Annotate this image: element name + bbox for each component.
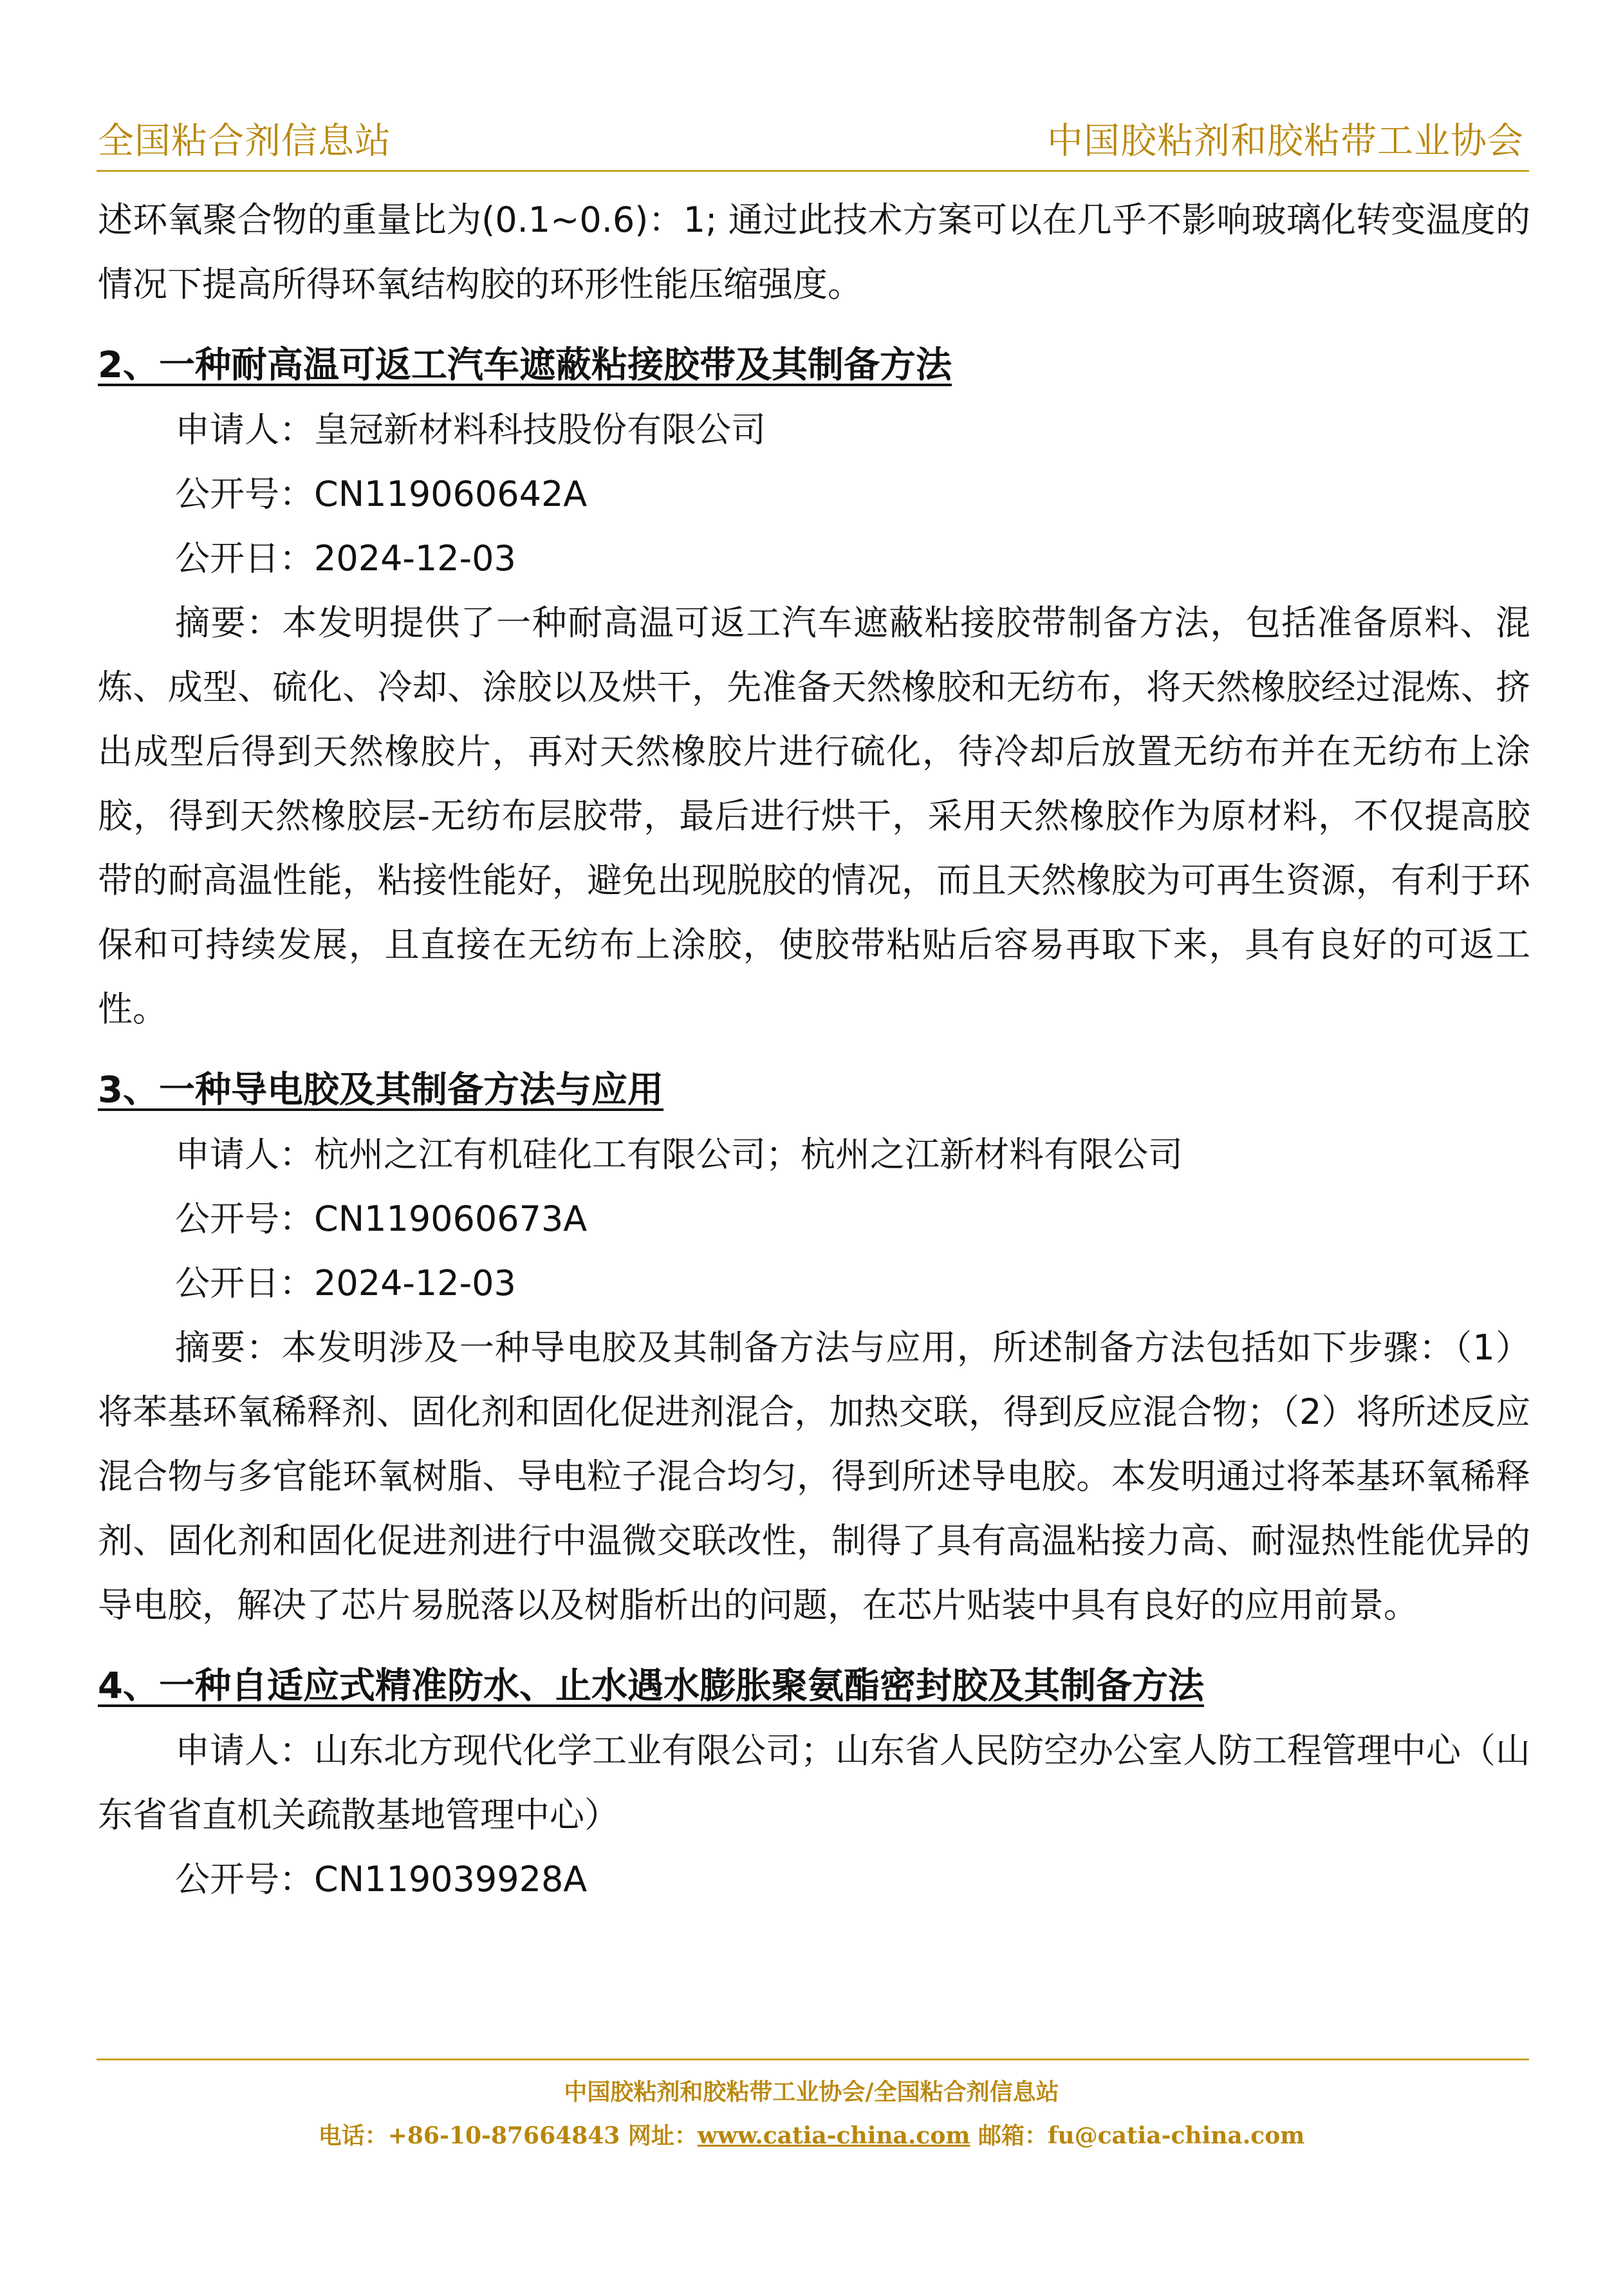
applicant-label: 申请人： bbox=[175, 409, 314, 450]
page-header bbox=[97, 116, 1529, 167]
footer-organization: 中国胶粘剂和胶粘带工业协会/全国粘合剂信息站 bbox=[564, 2078, 1059, 2105]
footer-email[interactable]: fu@catia-china.com bbox=[1048, 2122, 1305, 2149]
pubno-label: 公开号： bbox=[175, 1859, 314, 1899]
intro-paragraph: 述环氧聚合物的重量比为(0.1~0.6)：1; 通过此技术方案可以在几乎不影响玻璃化转变温度的情况下提高所得环氧结构胶的环形性能压缩强度。 bbox=[98, 200, 1530, 304]
applicant-line bbox=[98, 1123, 1530, 1187]
page-content bbox=[98, 188, 1530, 1912]
section-title-text: 2、一种耐高温可返工汽车遮蔽粘接胶带及其制备方法 bbox=[98, 344, 952, 386]
pubno-value: CN119060673A bbox=[314, 1199, 588, 1239]
pubdate-line bbox=[98, 1251, 1530, 1316]
pubno-label: 公开号： bbox=[175, 1199, 314, 1239]
applicant-line bbox=[98, 398, 1530, 462]
pubdate-value: 2024-12-03 bbox=[314, 1263, 516, 1303]
applicant-value: 杭州之江有机硅化工有限公司；杭州之江新材料有限公司 bbox=[314, 1134, 1183, 1175]
applicant-line bbox=[98, 1719, 1530, 1847]
pubno-line bbox=[98, 462, 1530, 527]
pubno-line bbox=[98, 1187, 1530, 1251]
patent-entry-2 bbox=[98, 333, 1530, 1041]
applicant-value: 山东北方现代化学工业有限公司；山东省人民防空办公室人防工程管理中心（山东省省直机关疏散基地管理中心） bbox=[98, 1730, 1530, 1835]
applicant-value: 皇冠新材料科技股份有限公司 bbox=[314, 409, 766, 450]
header-association-name: 中国胶粘剂和胶粘带工业协会 bbox=[1047, 120, 1524, 162]
footer-divider bbox=[97, 2058, 1529, 2060]
footer-contact bbox=[0, 2118, 1623, 2154]
pubno-line bbox=[98, 1847, 1530, 1912]
section-title-text: 4、一种自适应式精准防水、止水遇水膨胀聚氨酯密封胶及其制备方法 bbox=[98, 1665, 1204, 1707]
pubdate-value: 2024-12-03 bbox=[314, 538, 516, 579]
abstract-paragraph: 摘要：本发明涉及一种导电胶及其制备方法与应用，所述制备方法包括如下步骤：（1）将苯基环氧稀释剂、固化剂和固化促进剂混合，加热交联，得到反应混合物；（2）将所述反应混合物与多官能环氧树脂、导电粒子混合均匀，得到所述导电胶。本发明通过将苯基环氧稀释剂、固化剂和固化促进剂进行中温微交联改性，制得了具有高温粘接力高、耐湿热性能优异的导电胶，解决了芯片易脱落以及树脂析出的问题，在芯片贴装中具有良好的应用前景。 bbox=[98, 1327, 1530, 1625]
pubdate-label: 公开日： bbox=[175, 538, 314, 579]
pubno-value: CN119039928A bbox=[314, 1859, 588, 1899]
footer-website-link[interactable]: www.catia-china.com bbox=[697, 2122, 970, 2149]
applicant-label: 申请人： bbox=[175, 1730, 314, 1771]
section-title bbox=[98, 1058, 1530, 1123]
footer-web-label: 网址： bbox=[627, 2122, 698, 2149]
section-title bbox=[98, 1654, 1530, 1719]
section-title-text: 3、一种导电胶及其制备方法与应用 bbox=[98, 1069, 663, 1111]
pubno-label: 公开号： bbox=[175, 474, 314, 514]
patent-entry-4 bbox=[98, 1654, 1530, 1912]
pubno-value: CN119060642A bbox=[314, 474, 588, 514]
pubdate-label: 公开日： bbox=[175, 1263, 314, 1303]
abstract-paragraph: 摘要：本发明提供了一种耐高温可返工汽车遮蔽粘接胶带制备方法，包括准备原料、混炼、成型、硫化、冷却、涂胶以及烘干，先准备天然橡胶和无纺布，将天然橡胶经过混炼、挤出成型后得到天然橡胶片，再对天然橡胶片进行硫化，待冷却后放置无纺布并在无纺布上涂胶，得到天然橡胶层-无纺布层胶带，最后进行烘干，采用天然橡胶作为原材料，不仅提高胶带的耐高温性能，粘接性能好，避免出现脱胶的情况，而且天然橡胶为可再生资源，有利于环保和可持续发展，且直接在无纺布上涂胶，使胶带粘贴后容易再取下来，具有良好的可返工性。 bbox=[98, 602, 1530, 1029]
footer-phone-label: 电话： bbox=[318, 2122, 388, 2149]
footer-email-label: 邮箱： bbox=[978, 2122, 1048, 2149]
header-site-name: 全国粘合剂信息站 bbox=[98, 120, 391, 162]
section-title bbox=[98, 333, 1530, 398]
applicant-label: 申请人： bbox=[175, 1134, 314, 1175]
header-divider bbox=[97, 170, 1529, 172]
patent-entry-3 bbox=[98, 1058, 1530, 1638]
footer-phone: +86-10-87664843 bbox=[387, 2122, 620, 2149]
pubdate-line bbox=[98, 527, 1530, 591]
